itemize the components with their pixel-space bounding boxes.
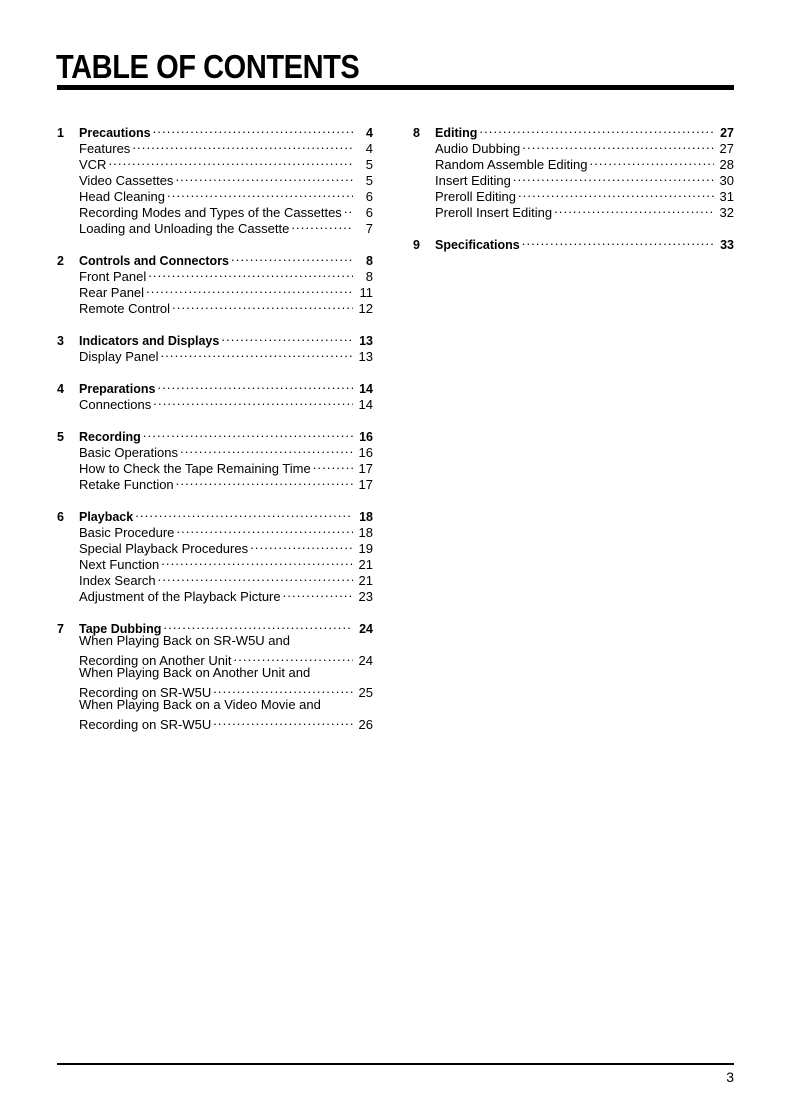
entry-title: Display Panel (79, 349, 159, 364)
section-title: Tape Dubbing (79, 622, 162, 636)
page-number: 24 (358, 653, 373, 668)
entry-title: VCR (79, 157, 107, 172)
toc-section-row[interactable] (57, 425, 373, 444)
page-number: 17 (358, 477, 373, 492)
page-number: 27 (719, 141, 734, 156)
page-number: 8 (366, 254, 373, 268)
page-number: 31 (719, 189, 734, 204)
dot-leader (143, 425, 353, 441)
dot-leader (175, 169, 353, 185)
entry-title: Insert Editing (435, 173, 511, 188)
page-number: 25 (358, 685, 373, 700)
page-number: 14 (359, 382, 373, 396)
toc-entry-row[interactable] (57, 697, 373, 713)
page-number: 13 (359, 334, 373, 348)
dot-leader (589, 153, 714, 169)
section-title: Precautions (79, 126, 151, 140)
toc-column-left (57, 121, 373, 732)
entry-title: Preroll Editing (435, 189, 516, 204)
page-number: 4 (366, 126, 373, 140)
section-number: 2 (57, 254, 64, 268)
page-number: 33 (720, 238, 734, 252)
section-title: Recording (79, 430, 141, 444)
section-number: 4 (57, 382, 64, 396)
page-number: 27 (720, 126, 734, 140)
dot-leader (522, 233, 714, 249)
page-number: 6 (365, 205, 373, 220)
entry-title: Loading and Unloading the Cassette (79, 221, 290, 236)
dot-leader (283, 585, 353, 601)
section-title: Playback (79, 510, 134, 524)
dot-leader (221, 329, 353, 345)
dot-leader (213, 713, 353, 729)
page-number: 16 (358, 445, 373, 460)
entry-title: Video Cassettes (79, 173, 174, 188)
toc-entry-row[interactable] (57, 665, 373, 681)
dot-leader (213, 681, 353, 697)
entry-title: Recording on Another Unit (79, 653, 232, 668)
toc-section (413, 121, 734, 220)
page-number: 18 (359, 510, 373, 524)
entry-title: How to Check the Tape Remaining Time (79, 461, 311, 476)
dot-leader (233, 649, 353, 665)
dot-leader (344, 201, 353, 217)
section-title: Controls and Connectors (79, 254, 230, 268)
toc-section-row[interactable] (57, 121, 373, 140)
dot-leader (153, 121, 353, 137)
dot-leader (167, 185, 353, 201)
toc-section (57, 329, 373, 364)
toc-section (413, 233, 734, 252)
page-number: 26 (358, 717, 373, 732)
entry-title: When Playing Back on a Video Movie and (79, 697, 321, 712)
toc-entry-row[interactable] (57, 681, 373, 700)
entry-title: Next Function (79, 557, 160, 572)
entry-title: Random Assemble Editing (435, 157, 588, 172)
section-number: 3 (57, 334, 64, 348)
toc-section-row[interactable] (413, 121, 734, 140)
entry-title: Basic Operations (79, 445, 178, 460)
entry-title: When Playing Back on SR-W5U and (79, 633, 290, 648)
dot-leader (554, 201, 714, 217)
dot-leader (250, 537, 353, 553)
section-title: Preparations (79, 382, 156, 396)
dot-leader (157, 377, 353, 393)
toc-section-row[interactable] (57, 505, 373, 524)
page-number: 24 (359, 622, 373, 636)
dot-leader (313, 457, 353, 473)
page-number: 12 (358, 301, 373, 316)
entry-title: Adjustment of the Playback Picture (79, 589, 281, 604)
page-number: 14 (358, 397, 373, 412)
title-divider (57, 85, 734, 90)
page-number: 5 (365, 173, 373, 188)
page-number: 18 (358, 525, 373, 540)
page-number: 16 (359, 430, 373, 444)
section-number: 9 (413, 238, 420, 252)
dot-leader (172, 297, 353, 313)
entry-title: Recording on SR-W5U (79, 685, 212, 700)
dot-leader (148, 265, 353, 281)
toc-section (57, 249, 373, 316)
toc-entry-row[interactable] (57, 633, 373, 649)
entry-title: When Playing Back on Another Unit and (79, 665, 311, 680)
entry-title: Rear Panel (79, 285, 145, 300)
dot-leader (180, 441, 353, 457)
section-number: 5 (57, 430, 64, 444)
section-title: Editing (435, 126, 478, 140)
dot-leader (108, 153, 353, 169)
dot-leader (176, 521, 353, 537)
page-number: 32 (719, 205, 734, 220)
entry-title: Front Panel (79, 269, 147, 284)
section-number: 8 (413, 126, 420, 140)
entry-title: Retake Function (79, 477, 174, 492)
entry-title: Head Cleaning (79, 189, 166, 204)
page-number: 8 (365, 269, 373, 284)
toc-section-row[interactable] (57, 249, 373, 268)
page-number: 5 (365, 157, 373, 172)
entry-title: Basic Procedure (79, 525, 175, 540)
toc-section-row[interactable] (57, 377, 373, 396)
footer-page-number: 3 (726, 1069, 734, 1085)
dot-leader (135, 505, 353, 521)
page-number: 21 (358, 557, 373, 572)
toc-section (57, 121, 373, 236)
toc-column-right (413, 121, 734, 252)
page-number: 17 (358, 461, 373, 476)
page-number: 28 (719, 157, 734, 172)
toc-entry-row[interactable] (57, 713, 373, 732)
entry-title: Recording on SR-W5U (79, 717, 212, 732)
dot-leader (132, 137, 353, 153)
page-number: 4 (365, 141, 373, 156)
dot-leader (153, 393, 353, 409)
dot-leader (291, 217, 353, 233)
entry-title: Connections (79, 397, 152, 412)
section-number: 6 (57, 510, 64, 524)
entry-title: Features (79, 141, 131, 156)
section-title: Indicators and Displays (79, 334, 220, 348)
entry-title: Remote Control (79, 301, 171, 316)
toc-entry-row[interactable] (57, 649, 373, 668)
entry-title: Special Playback Procedures (79, 541, 249, 556)
section-number: 1 (57, 126, 64, 140)
dot-leader (513, 169, 714, 185)
dot-leader (479, 121, 714, 137)
footer-divider (57, 1063, 734, 1065)
page-number: 6 (365, 189, 373, 204)
dot-leader (161, 345, 354, 361)
dot-leader (163, 617, 353, 633)
toc-section-row[interactable] (413, 233, 734, 252)
page-number: 30 (719, 173, 734, 188)
page-number: 11 (359, 285, 373, 300)
dot-leader (231, 249, 353, 265)
page-number: 13 (358, 349, 373, 364)
page-number: 23 (358, 589, 373, 604)
dot-leader (518, 185, 714, 201)
dot-leader (146, 281, 353, 297)
entry-title: Preroll Insert Editing (435, 205, 553, 220)
page-number: 7 (365, 221, 373, 236)
toc-section (57, 505, 373, 604)
toc-section-row[interactable] (57, 329, 373, 348)
toc-section (57, 425, 373, 492)
toc-section (57, 617, 373, 732)
dot-leader (522, 137, 714, 153)
page-number: 19 (358, 541, 373, 556)
dot-leader (161, 553, 353, 569)
entry-title: Index Search (79, 573, 156, 588)
entry-title: Recording Modes and Types of the Cassettes (79, 205, 342, 220)
section-title: Specifications (435, 238, 520, 252)
toc-section (57, 377, 373, 412)
dot-leader (158, 569, 353, 585)
entry-title: Audio Dubbing (435, 141, 521, 156)
toc-section-row[interactable] (57, 617, 373, 636)
section-number: 7 (57, 622, 64, 636)
page-number: 21 (358, 573, 373, 588)
page-title: TABLE OF CONTENTS (56, 48, 360, 85)
dot-leader (176, 473, 353, 489)
